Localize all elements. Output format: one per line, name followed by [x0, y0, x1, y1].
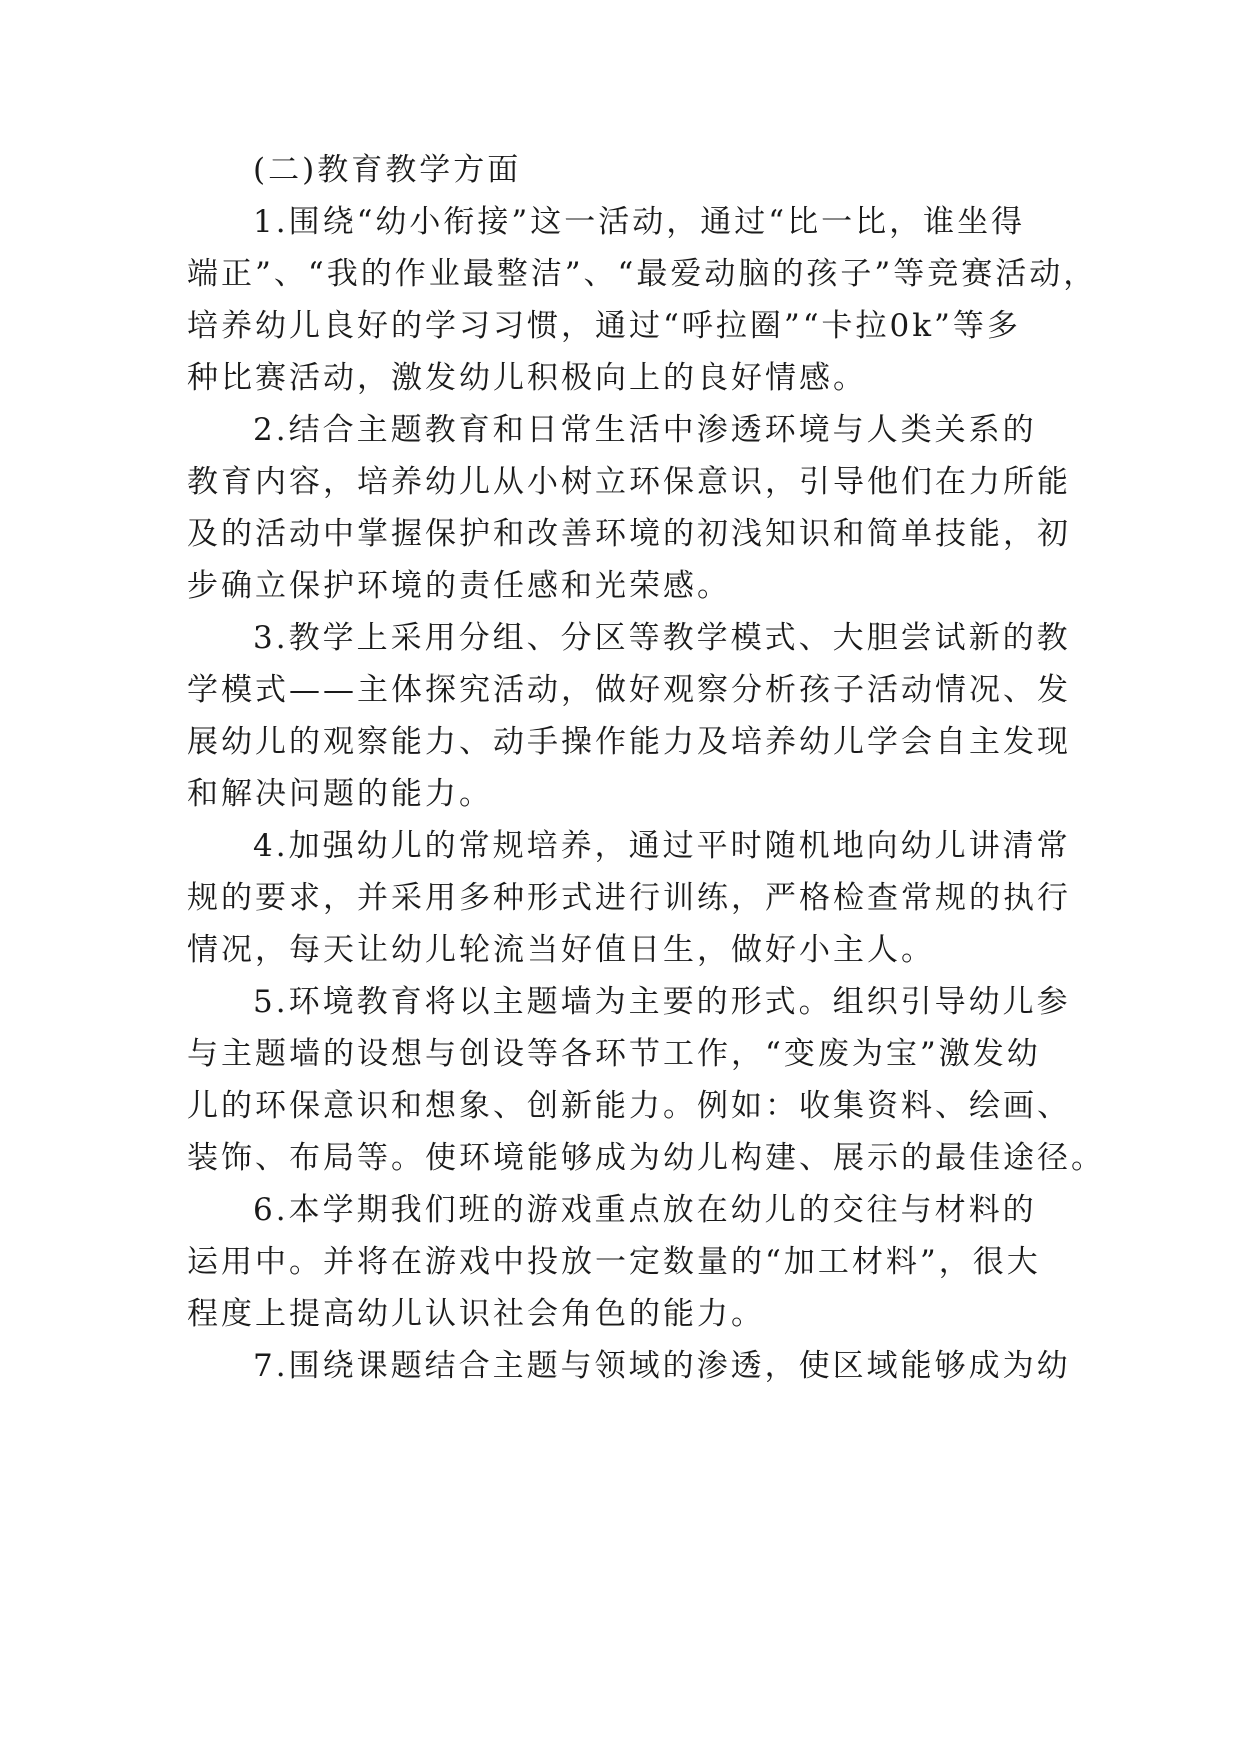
paragraph-5-line-2: 与主题墙的设想与创设等各环节工作，“变废为宝”激发幼 — [187, 1036, 1041, 1072]
paragraph-5-line-4: 装饰、布局等。使环境能够成为幼儿构建、展示的最佳途径。 — [187, 1140, 1105, 1176]
paragraph-1-line-4: 种比赛活动，激发幼儿积极向上的良好情感。 — [187, 360, 867, 396]
paragraph-1-line-2: 端正”、“我的作业最整洁”、“最爱动脑的孩子”等竞赛活动， — [187, 256, 1098, 292]
paragraph-1-line-3: 培养幼儿良好的学习习惯，通过“呼拉圈”“卡拉0k”等多 — [187, 308, 1021, 344]
paragraph-7-line-1: 7.围绕课题结合主题与领域的渗透，使区域能够成为幼 — [253, 1348, 1071, 1384]
paragraph-2-line-3: 及的活动中掌握保护和改善环境的初浅知识和简单技能，初 — [187, 516, 1071, 552]
paragraph-2-line-2: 教育内容，培养幼儿从小树立环保意识，引导他们在力所能 — [187, 464, 1071, 500]
paragraph-4-line-3: 情况，每天让幼儿轮流当好值日生，做好小主人。 — [187, 932, 935, 968]
paragraph-3-line-1: 3.教学上采用分组、分区等教学模式、大胆尝试新的教 — [253, 620, 1071, 656]
paragraph-6-line-1: 6.本学期我们班的游戏重点放在幼儿的交往与材料的 — [253, 1192, 1037, 1228]
paragraph-6-line-2: 运用中。并将在游戏中投放一定数量的“加工材料”，很大 — [187, 1244, 1041, 1280]
paragraph-2-line-4: 步确立保护环境的责任感和光荣感。 — [187, 568, 731, 604]
paragraph-3-line-2: 学模式——主体探究活动，做好观察分析孩子活动情况、发 — [187, 672, 1071, 708]
paragraph-6-line-3: 程度上提高幼儿认识社会角色的能力。 — [187, 1296, 765, 1332]
paragraph-3-line-3: 展幼儿的观察能力、动手操作能力及培养幼儿学会自主发现 — [187, 724, 1071, 760]
paragraph-4-line-2: 规的要求，并采用多种形式进行训练，严格检查常规的执行 — [187, 880, 1071, 916]
paragraph-3-line-4: 和解决问题的能力。 — [187, 776, 493, 812]
section-heading: (二)教育教学方面 — [253, 152, 522, 188]
paragraph-5-line-3: 儿的环保意识和想象、创新能力。例如：收集资料、绘画、 — [187, 1088, 1071, 1124]
paragraph-1-line-1: 1.围绕“幼小衔接”这一活动，通过“比一比，谁坐得 — [253, 204, 1026, 240]
paragraph-4-line-1: 4.加强幼儿的常规培养，通过平时随机地向幼儿讲清常 — [253, 828, 1071, 864]
paragraph-2-line-1: 2.结合主题教育和日常生活中渗透环境与人类关系的 — [253, 412, 1037, 448]
paragraph-5-line-1: 5.环境教育将以主题墙为主要的形式。组织引导幼儿参 — [253, 984, 1071, 1020]
